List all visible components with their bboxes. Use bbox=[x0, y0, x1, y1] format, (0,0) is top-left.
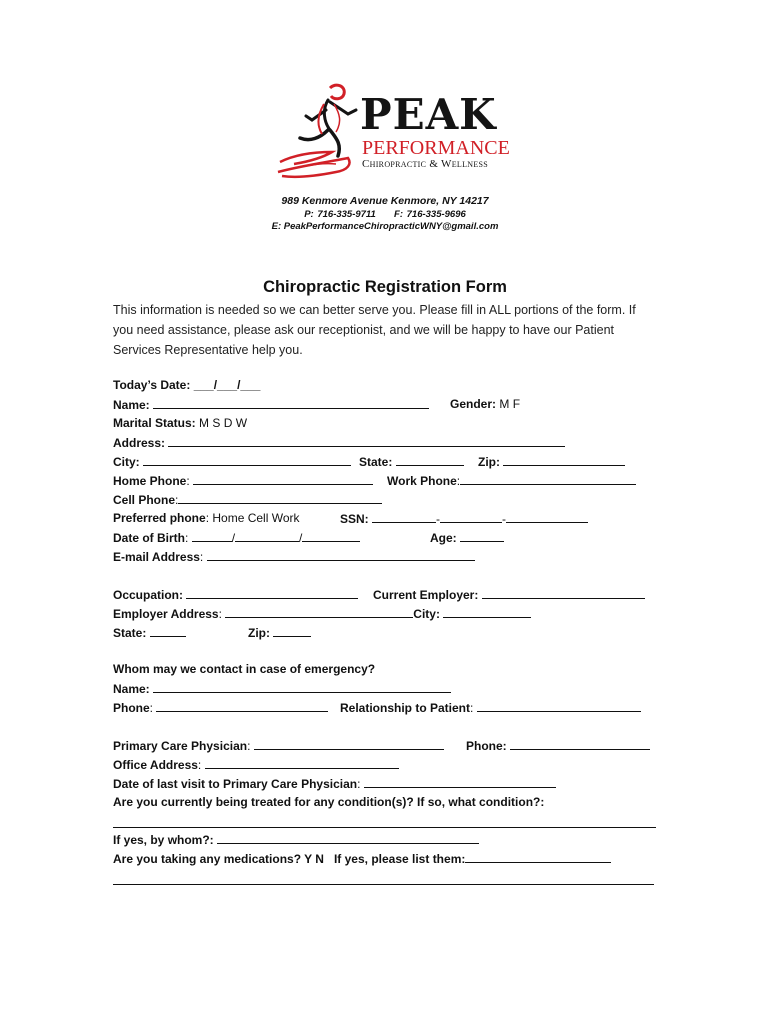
home-phone-field[interactable] bbox=[193, 473, 373, 485]
name-row bbox=[113, 397, 429, 412]
treated-condition-field[interactable] bbox=[113, 826, 656, 828]
city-row bbox=[113, 454, 351, 469]
emergency-phone-colon: : bbox=[149, 701, 154, 715]
address-row bbox=[113, 435, 565, 450]
by-whom-row bbox=[113, 832, 479, 847]
employer-address-field[interactable] bbox=[225, 606, 413, 618]
clinic-address: 989 Kenmore Avenue Kenmore, NY 14217 bbox=[281, 195, 489, 207]
employer-state-row bbox=[113, 625, 186, 640]
medications-list-label: If yes, please list them: bbox=[333, 852, 466, 866]
clinic-fax: F: 716-335-9696 bbox=[394, 209, 466, 220]
pcp-phone-group bbox=[466, 738, 650, 753]
cell-phone-row bbox=[113, 492, 382, 507]
office-address-colon: : bbox=[197, 758, 202, 772]
clinic-phone-fax bbox=[0, 210, 770, 220]
cell-phone-field[interactable] bbox=[178, 492, 382, 504]
form-title: Chiropractic Registration Form bbox=[263, 278, 507, 296]
occupation-field[interactable] bbox=[186, 587, 358, 599]
current-employer-label: Current Employer: bbox=[373, 588, 479, 602]
email-colon: : bbox=[199, 550, 204, 564]
preferred-phone-row bbox=[113, 511, 300, 525]
current-employer-field[interactable] bbox=[482, 587, 645, 599]
email-label: E-mail Address bbox=[113, 550, 200, 564]
employer-address-colon: : bbox=[218, 607, 222, 621]
runner-icon bbox=[276, 80, 368, 184]
emergency-name-field[interactable] bbox=[153, 681, 451, 693]
city-field[interactable] bbox=[143, 454, 351, 466]
dob-month-field[interactable] bbox=[192, 530, 232, 542]
employer-zip-label: Zip: bbox=[248, 626, 270, 640]
employer-address-row bbox=[113, 606, 531, 621]
logo-name: PEAK bbox=[360, 90, 497, 139]
pcp-row bbox=[113, 738, 444, 753]
employer-address-label: Employer Address bbox=[113, 607, 219, 621]
emergency-phone-row bbox=[113, 700, 328, 715]
age-label: Age: bbox=[430, 531, 457, 545]
employer-zip-group bbox=[248, 625, 311, 640]
treated-question-row bbox=[113, 795, 544, 809]
clinic-email: E: PeakPerformanceChiropracticWNY@gmail.com bbox=[271, 221, 499, 232]
current-employer-group bbox=[373, 587, 645, 602]
last-visit-row bbox=[113, 776, 556, 791]
medications-label: Are you taking any medications? Y N bbox=[113, 852, 324, 866]
employer-state-label: State: bbox=[113, 626, 147, 640]
pcp-colon: : bbox=[247, 739, 251, 753]
work-phone-label: Work Phone bbox=[387, 474, 457, 488]
relationship-field[interactable] bbox=[477, 700, 641, 712]
home-phone-colon: : bbox=[186, 474, 190, 488]
occupation-row bbox=[113, 587, 358, 602]
relationship-colon: : bbox=[470, 701, 474, 715]
email-row bbox=[113, 549, 475, 564]
home-phone-label: Home Phone bbox=[113, 474, 187, 488]
preferred-phone-label: Preferred phone bbox=[113, 511, 206, 525]
preferred-phone-options[interactable]: : Home Cell Work bbox=[205, 511, 300, 525]
gender-group bbox=[450, 397, 520, 411]
address-field[interactable] bbox=[168, 435, 565, 447]
ssn-part3-field[interactable] bbox=[506, 511, 588, 523]
pcp-phone-label: Phone: bbox=[466, 739, 507, 753]
marital-status-label: Marital Status: bbox=[113, 416, 196, 430]
marital-status-options[interactable]: M S D W bbox=[199, 416, 248, 430]
ssn-group: SSN: - - bbox=[340, 511, 588, 526]
todays-date-row bbox=[113, 378, 260, 392]
logo-tagline: Chiropractic & Wellness bbox=[362, 158, 489, 170]
medications-row bbox=[113, 851, 611, 866]
occupation-label: Occupation: bbox=[113, 588, 184, 602]
work-phone-field[interactable] bbox=[460, 473, 636, 485]
cell-phone-label: Cell Phone bbox=[113, 493, 176, 507]
office-address-label: Office Address bbox=[113, 758, 198, 772]
last-visit-label: Date of last visit to Primary Care Physician bbox=[113, 777, 358, 791]
dob-label: Date of Birth bbox=[113, 531, 185, 545]
form-intro: This information is needed so we can better serve you. Please fill in ALL portions of the form. If you need assistance, please ask our receptionist, and we will be happy to have our Patient Services Representative help you. bbox=[113, 303, 636, 357]
treated-question-label: Are you currently being treated for any condition(s)? If so, what condition?: bbox=[113, 795, 545, 809]
todays-date-label: Today’s Date: bbox=[113, 378, 191, 392]
by-whom-label: If yes, by whom?: bbox=[113, 833, 214, 847]
zip-label: Zip: bbox=[478, 455, 500, 469]
email-field[interactable] bbox=[207, 549, 475, 561]
last-visit-field[interactable] bbox=[364, 776, 556, 788]
city-label: City: bbox=[113, 455, 140, 469]
ssn-part2-field[interactable] bbox=[440, 511, 502, 523]
ssn-label: SSN: bbox=[340, 512, 369, 526]
logo-subtitle: PERFORMANCE bbox=[362, 137, 510, 159]
last-visit-colon: : bbox=[357, 777, 361, 791]
home-phone-row bbox=[113, 473, 373, 488]
emergency-heading bbox=[113, 662, 375, 676]
relationship-group bbox=[340, 700, 641, 715]
peak-performance-logo bbox=[276, 80, 516, 184]
employer-city-label: City: bbox=[413, 607, 440, 621]
cell-phone-colon: : bbox=[175, 493, 179, 507]
office-address-field[interactable] bbox=[205, 757, 399, 769]
age-group bbox=[430, 530, 504, 545]
zip-group bbox=[478, 454, 625, 469]
state-field[interactable] bbox=[396, 454, 464, 466]
address-label: Address: bbox=[113, 436, 166, 450]
emergency-name-label: Name: bbox=[113, 682, 150, 696]
name-label: Name: bbox=[113, 398, 150, 412]
marital-status-row bbox=[113, 416, 247, 430]
name-field[interactable] bbox=[153, 397, 429, 409]
emergency-heading-text: Whom may we contact in case of emergency? bbox=[113, 662, 376, 676]
medications-list-field[interactable] bbox=[465, 851, 611, 863]
employer-city-field[interactable] bbox=[443, 606, 531, 618]
emergency-phone-field[interactable] bbox=[156, 700, 328, 712]
employer-state-field[interactable] bbox=[150, 625, 186, 637]
office-address-row bbox=[113, 757, 399, 772]
pcp-phone-field[interactable] bbox=[510, 738, 650, 750]
employer-zip-field[interactable] bbox=[273, 625, 311, 637]
state-label: State: bbox=[359, 455, 393, 469]
pcp-label: Primary Care Physician bbox=[113, 739, 248, 753]
state-group bbox=[359, 454, 464, 469]
pcp-field[interactable] bbox=[254, 738, 444, 750]
emergency-name-row bbox=[113, 681, 451, 696]
emergency-phone-label: Phone bbox=[113, 701, 150, 715]
medications-extra-field[interactable] bbox=[113, 883, 654, 885]
clinic-phone: P: 716-335-9711 bbox=[304, 209, 376, 220]
work-phone-group bbox=[387, 473, 636, 488]
ssn-part1-field[interactable] bbox=[372, 511, 436, 523]
todays-date-field[interactable]: ___/___/___ bbox=[193, 378, 261, 392]
work-phone-colon: : bbox=[456, 474, 461, 488]
gender-label: Gender: bbox=[450, 397, 497, 411]
dob-year-field[interactable] bbox=[302, 530, 360, 542]
dob-colon: : bbox=[185, 531, 189, 545]
relationship-label: Relationship to Patient bbox=[340, 701, 471, 715]
dob-day-field[interactable] bbox=[235, 530, 299, 542]
age-field[interactable] bbox=[460, 530, 504, 542]
by-whom-field[interactable] bbox=[217, 832, 479, 844]
gender-options[interactable]: M F bbox=[499, 397, 521, 411]
dob-row: Date of Birth: / / bbox=[113, 530, 360, 545]
zip-field[interactable] bbox=[503, 454, 625, 466]
